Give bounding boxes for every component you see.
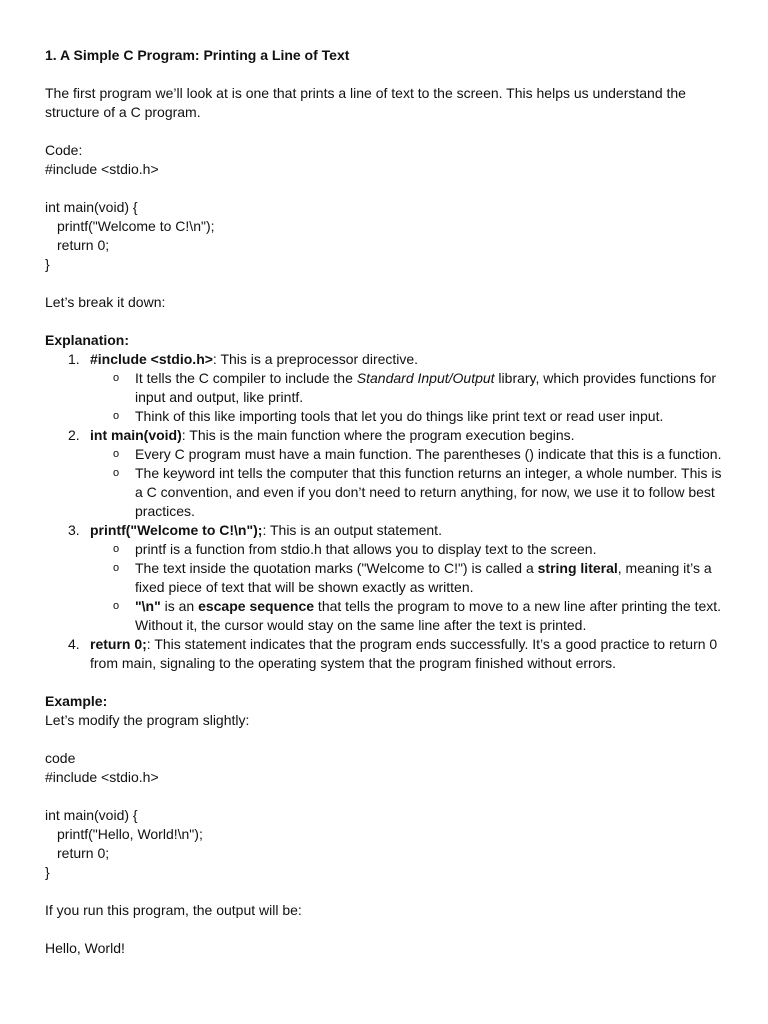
- item-number: 1.: [68, 351, 80, 367]
- example-intro: Let’s modify the program slightly:: [45, 712, 250, 728]
- code-line: printf("Hello, World!\n");: [57, 826, 203, 842]
- code-line: #include <stdio.h>: [45, 161, 159, 177]
- spacer: [45, 122, 730, 141]
- sub-item: [90, 407, 730, 426]
- item-term: int main(void): [90, 427, 182, 443]
- bullet-icon: o: [113, 562, 120, 574]
- example-heading: Example:: [45, 693, 108, 709]
- sub-text: , meaning it’s a fixed piece of text that will be shown exactly as written.: [135, 560, 712, 595]
- code-block-2: [45, 749, 730, 882]
- bullet-icon: o: [113, 543, 120, 555]
- spacer: [45, 65, 730, 84]
- sub-item: [90, 597, 730, 635]
- item-text: : This statement indicates that the program ends successfully. It’s a good practice to return 0 from main, signaling to the operating system that the program finished without errors.: [90, 636, 718, 671]
- breakdown-text: Let’s break it down:: [45, 294, 166, 310]
- item-term: #include <stdio.h>: [90, 351, 213, 367]
- item-text: : This is an output statement.: [262, 522, 442, 538]
- spacer: [45, 920, 730, 939]
- bullet-icon: o: [113, 448, 120, 460]
- item-text: : This is a preprocessor directive.: [212, 351, 419, 367]
- code-line: return 0;: [57, 237, 110, 253]
- output-intro: If you run this program, the output will be:: [45, 902, 302, 918]
- sub-text: Think of this like importing tools that let you do things like print text or read user input.: [135, 408, 664, 424]
- code-line: [45, 787, 730, 806]
- sub-lead: "\n": [135, 598, 161, 614]
- spacer: [45, 312, 730, 331]
- code-block-1: [45, 141, 730, 274]
- item-number: 3.: [68, 522, 80, 538]
- sub-strong: string literal: [537, 560, 618, 576]
- sub-text: The text inside the quotation marks ("Welcome to C!") is called a: [135, 560, 538, 576]
- sub-list: [90, 540, 730, 635]
- explanation-item: [45, 350, 730, 426]
- item-term: return 0;: [90, 636, 147, 652]
- sub-text: library, which provides functions for input and output, like printf.: [135, 370, 717, 405]
- code-line: printf("Welcome to C!\n");: [57, 218, 215, 234]
- code-line: [45, 179, 730, 198]
- spacer: [45, 673, 730, 692]
- bullet-icon: o: [113, 600, 120, 612]
- code-label: code: [45, 750, 76, 766]
- item-number: 4.: [68, 636, 80, 652]
- intro-paragraph: The first program we’ll look at is one that prints a line of text to the screen. This helps us understand the structure of a C program.: [45, 85, 686, 120]
- spacer: [45, 730, 730, 749]
- code-line: }: [45, 256, 50, 272]
- sub-text: is an: [160, 598, 199, 614]
- sub-emphasis: Standard Input/Output: [356, 370, 495, 386]
- item-term: printf("Welcome to C!\n");: [90, 522, 263, 538]
- code-label: Code:: [45, 142, 83, 158]
- item-text: : This is the main function where the program execution begins.: [181, 427, 575, 443]
- sub-item: [90, 464, 730, 521]
- program-output: Hello, World!: [45, 940, 125, 956]
- item-number: 2.: [68, 427, 80, 443]
- sub-text: Every C program must have a main function. The parentheses () indicate that this is a function.: [135, 446, 722, 462]
- sub-text: printf is a function from stdio.h that allows you to display text to the screen.: [135, 541, 597, 557]
- sub-strong: escape sequence: [198, 598, 315, 614]
- code-line: }: [45, 864, 50, 880]
- code-line: int main(void) {: [45, 807, 138, 823]
- document-page: [45, 46, 730, 958]
- bullet-icon: o: [113, 410, 120, 422]
- bullet-icon: o: [113, 372, 120, 384]
- code-line: int main(void) {: [45, 199, 138, 215]
- code-line: return 0;: [57, 845, 110, 861]
- document-title: 1. A Simple C Program: Printing a Line of Text: [45, 47, 350, 63]
- sub-text: that tells the program to move to a new line after printing the text. Without it, the cursor would stay on the same line after the text is printed.: [135, 598, 722, 633]
- bullet-icon: o: [113, 467, 120, 479]
- explanation-item: [45, 635, 730, 673]
- sub-list: [90, 369, 730, 426]
- sub-text: The keyword int tells the computer that this function returns an integer, a whole number. This is a C convention, and even if you don’t need to return anything, for now, we use it to follow best practices.: [135, 465, 722, 519]
- explanation-item: [45, 426, 730, 521]
- sub-item: [90, 559, 730, 597]
- sub-list: [90, 445, 730, 521]
- sub-item: [90, 445, 730, 464]
- explanation-list: [45, 350, 730, 673]
- explanation-item: [45, 521, 730, 635]
- spacer: [45, 882, 730, 901]
- spacer: [45, 274, 730, 293]
- explanation-heading: Explanation:: [45, 332, 130, 348]
- sub-text: It tells the C compiler to include the: [135, 370, 357, 386]
- sub-item: [90, 369, 730, 407]
- code-line: #include <stdio.h>: [45, 769, 159, 785]
- sub-item: [90, 540, 730, 559]
